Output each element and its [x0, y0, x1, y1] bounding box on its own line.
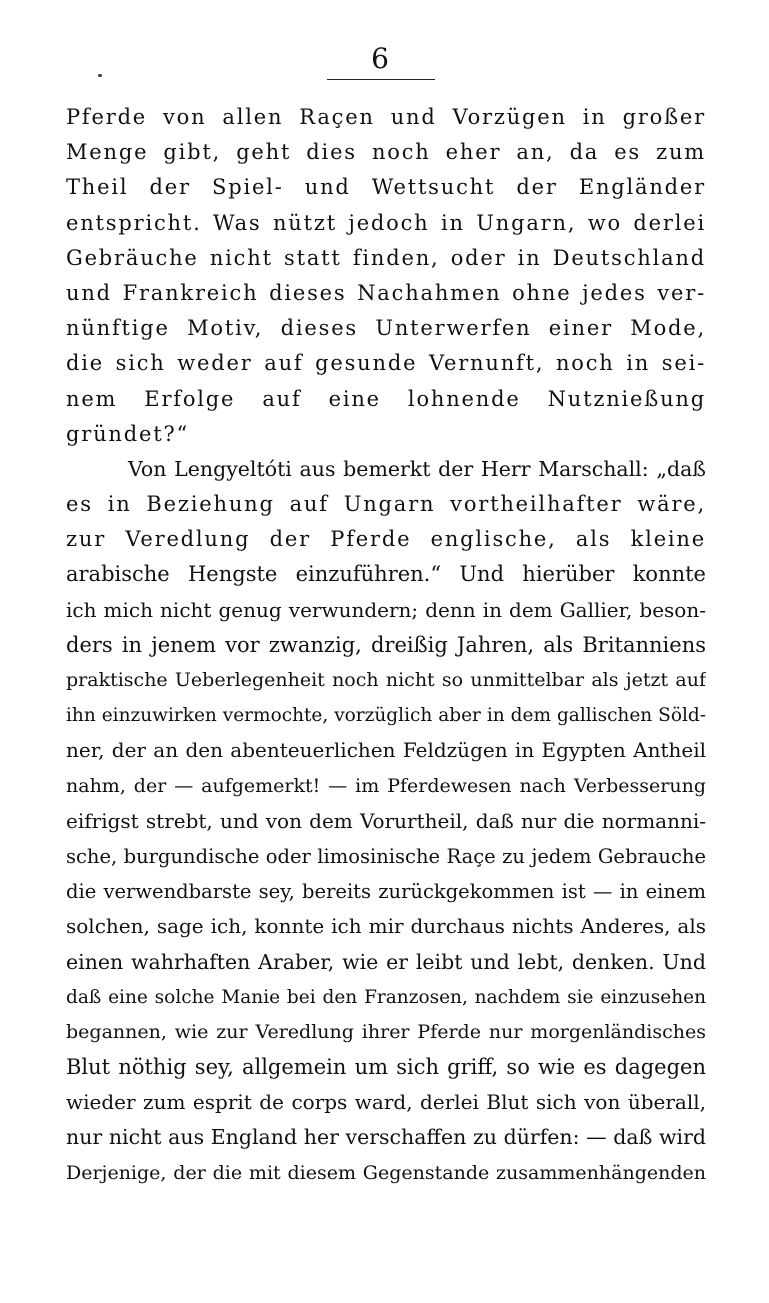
text-line: Pferde von allen Raçen und Vorzügen in großer	[66, 105, 706, 129]
text-line: die verwendbarste sey, bereits zurückgekommen ist — in einem	[66, 880, 706, 904]
paragraph-first-line: Von Lengyeltóti aus bemerkt der Herr Marschall: „daß	[128, 456, 706, 481]
text-line: ner, der an den abenteuerlichen Feldzügen in Egypten Antheil	[66, 738, 706, 763]
print-speck	[98, 74, 102, 77]
text-line: Blut nöthig sey, allgemein um sich griff, so wie es dagegen	[66, 1055, 706, 1080]
text-line: solchen, sage ich, konnte ich mir durchaus nichts Anderes, als	[66, 914, 706, 939]
text-line: eifrigst strebt, und von dem Vorurtheil, daß nur die normanni-	[66, 808, 706, 833]
text-line: entspricht. Was nützt jedoch in Ungarn, wo derlei	[66, 210, 706, 235]
text-line: nem Erfolge auf eine lohnende Nutznießung	[66, 386, 706, 411]
text-line: ich mich nicht genug verwundern; denn in dem Gallier, beson-	[66, 597, 706, 622]
text-line: und Frankreich dieses Nachahmen ohne jedes ver-	[66, 280, 706, 305]
text-line: Derjenige, der die mit diesem Gegenstande zusammenhängenden	[66, 1161, 706, 1184]
page-header	[0, 40, 769, 90]
text-line: wieder zum esprit de corps ward, derlei Blut sich von überall,	[66, 1090, 706, 1115]
text-line: daß eine solche Manie bei den Franzosen, nachdem sie einzusehen	[66, 986, 706, 1008]
page-number: 6	[371, 42, 389, 75]
text-line: gründet?“	[66, 421, 190, 446]
text-line: einen wahrhaften Araber, wie er leibt und lebt, denken. Und	[66, 949, 706, 974]
text-line: nur nicht aus England her verschaffen zu dürfen: — daß wird	[66, 1125, 706, 1150]
text-line: zur Veredlung der Pferde englische, als kleine	[66, 527, 706, 552]
text-line: Menge gibt, geht dies noch eher an, da es zum	[66, 140, 706, 165]
text-line: es in Beziehung auf Ungarn vortheilhafter wäre,	[66, 492, 706, 517]
text-line: praktische Ueberlegenheit noch nicht so unmittelbar als jetzt auf	[66, 669, 706, 691]
text-line: nünftige Motiv, dieses Unterwerfen einer Mode,	[66, 316, 706, 341]
text-line: arabische Hengste einzuführen.“ Und hierüber konnte	[66, 562, 706, 587]
body-text	[66, 100, 706, 1191]
text-line: begannen, wie zur Veredlung ihrer Pferde nur morgenländisches	[66, 1020, 706, 1043]
text-line: Gebräuche nicht statt finden, oder in Deutschland	[66, 245, 706, 270]
text-line: ihn einzuwirken vermochte, vorzüglich aber in dem gallischen Söld-	[66, 705, 706, 727]
text-line: nahm, der — aufgemerkt! — im Pferdewesen nach Verbesserung	[66, 774, 706, 797]
text-line: die sich weder auf gesunde Vernunft, noch in sei-	[66, 351, 706, 376]
text-line: Theil der Spiel- und Wettsucht der Engländer	[66, 175, 706, 200]
text-line: ders in jenem vor zwanzig, dreißig Jahren, als Britanniens	[66, 632, 706, 657]
header-rule	[327, 79, 435, 80]
text-line: sche, burgundische oder limosinische Raçe zu jedem Gebrauche	[66, 844, 706, 868]
